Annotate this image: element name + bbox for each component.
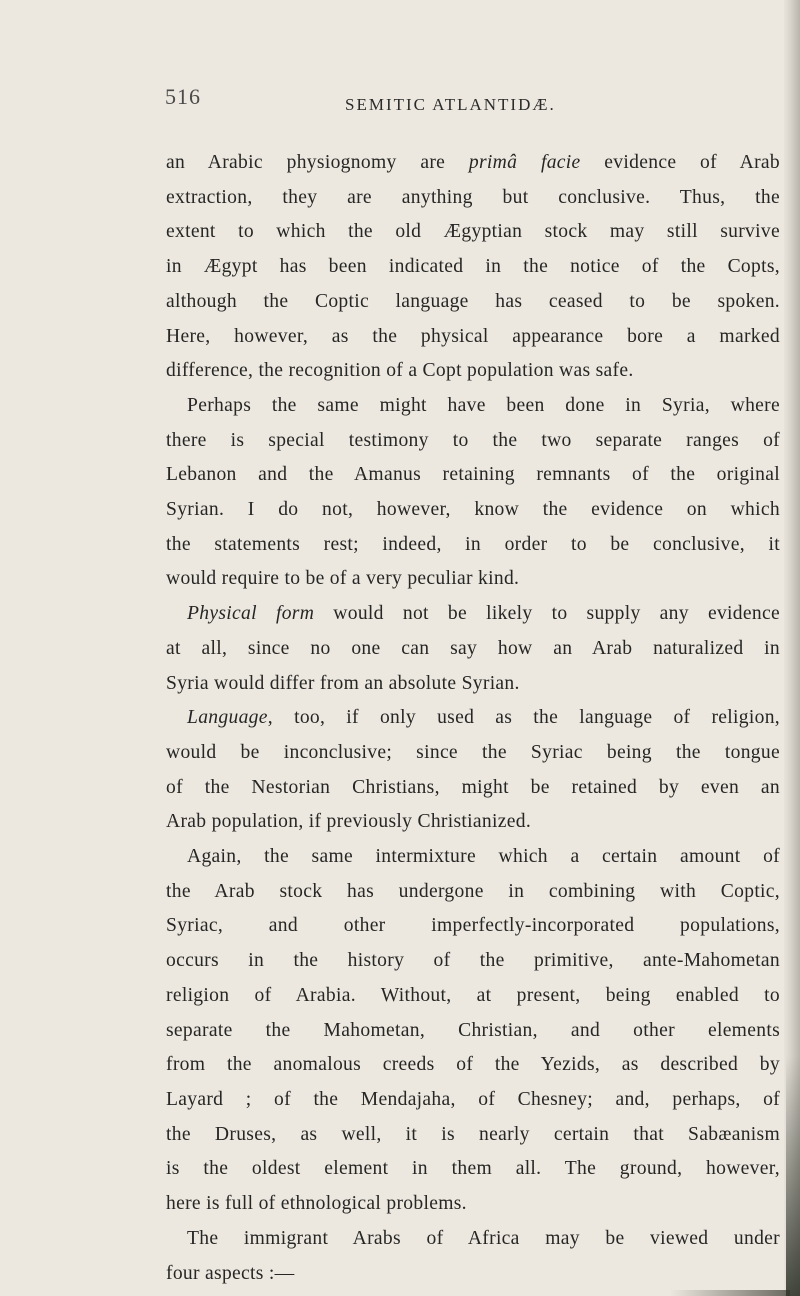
text-line: the Arab stock has undergone in combining with Coptic, bbox=[166, 880, 780, 902]
text-line: an Arabic physiognomy are primâ facie evidence of Arab bbox=[166, 152, 781, 173]
text-line: religion of Arabia. Without, at present, being enabled to bbox=[166, 984, 780, 1006]
text-line: Syria would differ from an absolute Syrian. bbox=[166, 672, 520, 694]
text-line: although the Coptic language has ceased to be spoken. bbox=[166, 290, 780, 312]
text-line: Arab population, if previously Christianized. bbox=[166, 811, 532, 833]
italic-term: Physical form bbox=[187, 603, 315, 625]
text-line: extraction, they are anything but conclusive. Thus, the bbox=[166, 186, 780, 208]
text-line: Layard ; of the Mendajaha, of Chesney; and, perhaps, of bbox=[166, 1088, 780, 1110]
text-line: separate the Mahometan, Christian, and other elements bbox=[166, 1019, 780, 1041]
text-line: Again, the same intermixture which a certain amount of bbox=[187, 846, 780, 868]
text-line: the statements rest; indeed, in order to be conclusive, it bbox=[166, 533, 780, 555]
text-line: four aspects :— bbox=[166, 1262, 295, 1284]
paragraph-1 bbox=[166, 146, 780, 389]
text-line: of the Nestorian Christians, might be retained by even an bbox=[166, 776, 780, 798]
text-line: from the anomalous creeds of the Yezids, as described by bbox=[166, 1054, 780, 1076]
text-line: Language, too, if only used as the language of religion, bbox=[187, 707, 780, 729]
page-edge-dark bbox=[786, 1056, 800, 1296]
paragraph-4 bbox=[166, 701, 780, 840]
paragraph-5 bbox=[166, 840, 780, 1222]
text-line: Here, however, as the physical appearance bore a marked bbox=[166, 325, 780, 347]
text-line: Physical form would not be likely to supply any evidence bbox=[187, 603, 780, 625]
text-line: Syrian. I do not, however, know the evidence on which bbox=[166, 499, 780, 521]
text-line: at all, since no one can say how an Arab naturalized in bbox=[166, 637, 780, 659]
text-line: in Ægypt has been indicated in the notice of the Copts, bbox=[166, 256, 780, 278]
text-line: Perhaps the same might have been done in Syria, where bbox=[187, 394, 780, 416]
text-line: extent to which the old Ægyptian stock may still survive bbox=[166, 221, 780, 243]
text-line: there is special testimony to the two separate ranges of bbox=[166, 429, 780, 451]
body-text bbox=[166, 146, 780, 1291]
italic-term: Language bbox=[187, 707, 268, 729]
page-bottom-shadow bbox=[670, 1290, 790, 1296]
page-header bbox=[0, 84, 790, 128]
text-line: would require to be of a very peculiar kind. bbox=[166, 568, 520, 590]
text-line: Lebanon and the Amanus retaining remnants of the original bbox=[166, 464, 780, 486]
running-title: SEMITIC ATLANTIDÆ. bbox=[345, 95, 556, 114]
paragraph-2 bbox=[166, 389, 780, 597]
text-line: would be inconclusive; since the Syriac being the tongue bbox=[166, 741, 780, 763]
text-line: occurs in the history of the primitive, ante-Mahometan bbox=[166, 950, 780, 972]
text-line: difference, the recognition of a Copt population was safe. bbox=[166, 360, 634, 382]
paragraph-3 bbox=[166, 597, 780, 701]
text-line: is the oldest element in them all. The ground, however, bbox=[166, 1158, 780, 1180]
paragraph-6 bbox=[166, 1222, 780, 1291]
text-line: Syriac, and other imperfectly-incorporated populations, bbox=[166, 915, 780, 937]
page-number: 516 bbox=[165, 84, 201, 109]
text-line: The immigrant Arabs of Africa may be viewed under bbox=[187, 1227, 780, 1249]
italic-term: primâ facie bbox=[468, 152, 581, 173]
text-line: here is full of ethnological problems. bbox=[166, 1193, 467, 1215]
text-line: the Druses, as well, it is nearly certain that Sabæanism bbox=[166, 1123, 780, 1145]
